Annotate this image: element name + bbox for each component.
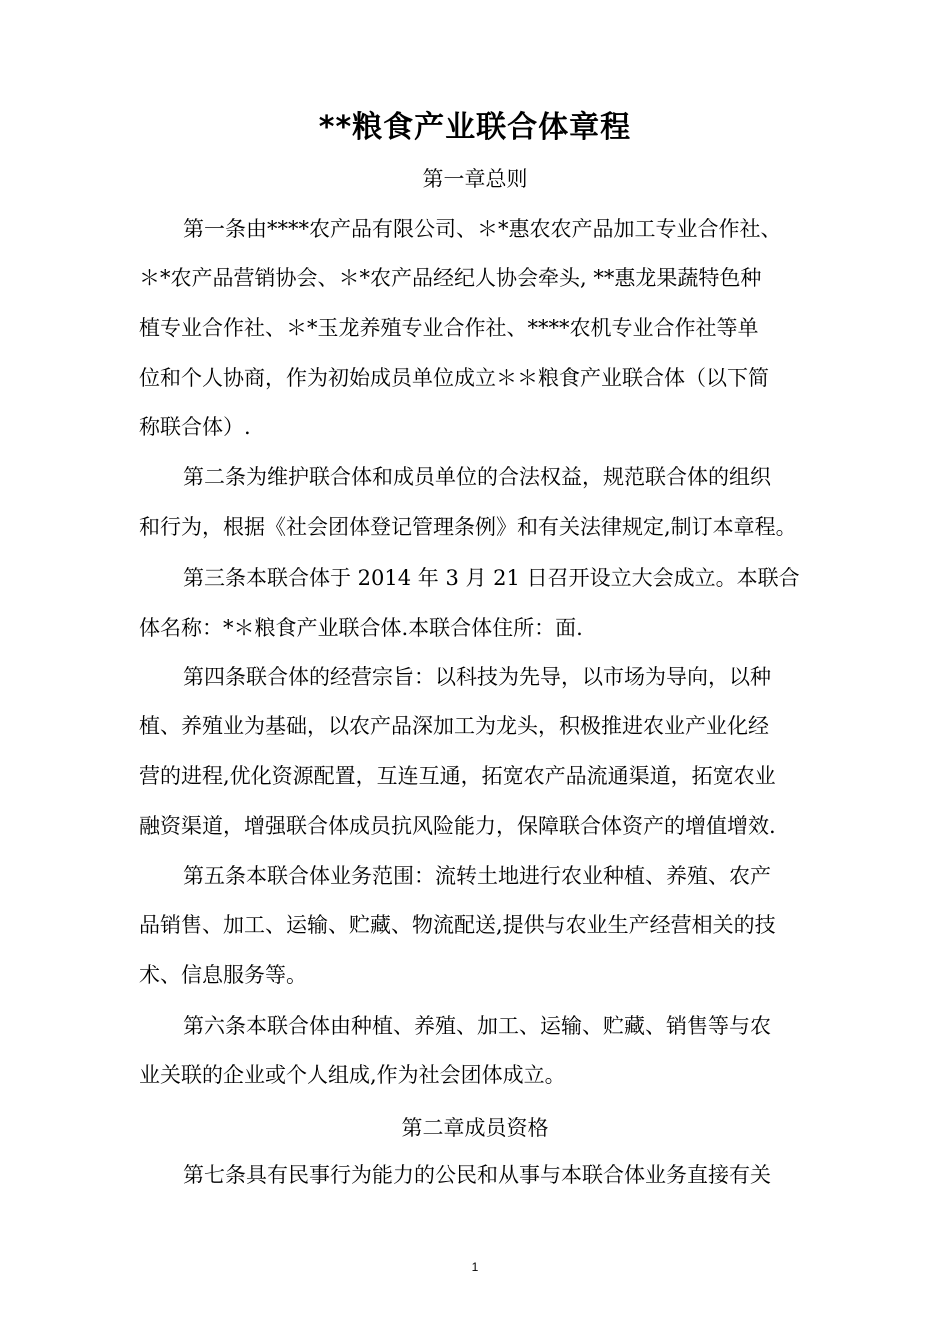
article-7-line-1: 第七条具有民事行为能力的公民和从事与本联合体业务直接有关 xyxy=(183,1163,771,1187)
article-4-line-4: 融资渠道，增强联合体成员抗风险能力，保障联合体资产的增值增效. xyxy=(139,814,776,838)
article-1-line-1: 第一条由****农产品有限公司、＊*惠农农产品加工专业合作社、 xyxy=(183,217,782,241)
article-4-line-3: 营的进程,优化资源配置，互连互通，拓宽农产品流通渠道，拓宽农业 xyxy=(139,764,776,788)
article-1-line-5: 称联合体）. xyxy=(139,415,251,439)
article-6-line-2: 业关联的企业或个人组成,作为社会团体成立。 xyxy=(139,1063,566,1087)
article-3-line-1: 第三条本联合体于 2014 年 3 月 21 日召开设立大会成立。本联合 xyxy=(183,566,800,590)
chapter-heading: 第一章总则 xyxy=(422,167,528,191)
article-2-line-2: 和行为，根据《社会团体登记管理条例》和有关法律规定,制订本章程。 xyxy=(139,515,797,539)
chapter-heading: 第二章成员资格 xyxy=(401,1116,549,1140)
article-4-line-1: 第四条联合体的经营宗旨：以科技为先导，以市场为导向，以种 xyxy=(183,665,771,689)
article-6-line-1: 第六条本联合体由种植、养殖、加工、运输、贮藏、销售等与农 xyxy=(183,1014,771,1038)
article-1-line-3: 植专业合作社、＊*玉龙养殖专业合作社、****农机专业合作社等单 xyxy=(139,316,759,340)
article-4-line-2: 植、养殖业为基础，以农产品深加工为龙头，积极推进农业产业化经 xyxy=(139,714,769,738)
document-title: **粮食产业联合体章程 xyxy=(318,110,632,145)
article-3-line-2: 体名称：*＊粮食产业联合体.本联合体住所：面. xyxy=(139,616,583,640)
article-5-line-2: 品销售、加工、运输、贮藏、物流配送,提供与农业生产经营相关的技 xyxy=(139,913,776,937)
article-5-line-1: 第五条本联合体业务范围：流转土地进行农业种植、养殖、农产 xyxy=(183,864,771,888)
page-number: 1 xyxy=(471,1260,479,1274)
article-2-line-1: 第二条为维护联合体和成员单位的合法权益，规范联合体的组织 xyxy=(183,465,771,489)
article-1-line-2: ＊*农产品营销协会、＊*农产品经纪人协会牵头, **惠龙果蔬特色种 xyxy=(139,266,762,290)
article-5-line-3: 术、信息服务等。 xyxy=(139,963,307,987)
article-1-line-4: 位和个人协商，作为初始成员单位成立＊＊粮食产业联合体（以下简 xyxy=(139,366,769,390)
